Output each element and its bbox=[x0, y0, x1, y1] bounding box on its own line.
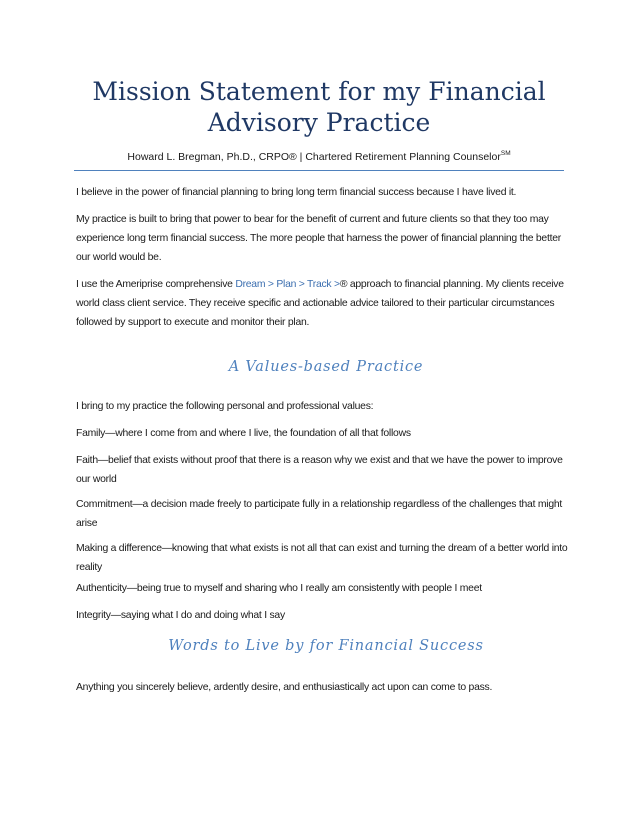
document-title bbox=[60, 76, 578, 138]
value-item-making-a-difference: Making a difference—knowing that what exists is not all that can exist and turning the dream of a better world into reality bbox=[76, 543, 568, 573]
title-divider bbox=[74, 170, 564, 171]
title-line-2: Advisory Practice bbox=[207, 108, 431, 137]
words-heading: Words to Live by for Financial Success bbox=[168, 638, 484, 654]
intro-paragraph-1: I believe in the power of financial planning to bring long term financial success because I have lived it. bbox=[76, 187, 517, 198]
intro-paragraph-2: My practice is built to bring that power to bear for the benefit of current and future clients so that they too may experience long term financial success. The more people that harness the power of financial planning the better our world would be. bbox=[76, 214, 561, 263]
ameriprise-text-before: I use the Ameriprise comprehensive bbox=[76, 279, 236, 290]
closing-quote: Anything you sincerely believe, ardently desire, and enthusiastically act upon can come to pass. bbox=[76, 682, 493, 693]
author-byline bbox=[60, 150, 578, 163]
values-intro: I bring to my practice the following personal and professional values: bbox=[76, 401, 374, 412]
title-line-1: Mission Statement for my Financial bbox=[92, 77, 546, 106]
value-item-integrity: Integrity—saying what I do and doing what I say bbox=[76, 610, 285, 621]
value-item-faith: Faith—belief that exists without proof that there is a reason why we exist and that we have the power to improve our world bbox=[76, 455, 563, 485]
byline-text: Howard L. Bregman, Ph.D., CRPO® | Chartered Retirement Planning Counselor bbox=[127, 151, 501, 163]
dream-plan-track-link[interactable]: Dream > Plan > Track > bbox=[235, 279, 340, 290]
value-item-authenticity: Authenticity—being true to myself and sharing who I really am consistently with people I meet bbox=[76, 583, 482, 594]
values-heading: A Values-based Practice bbox=[228, 359, 424, 375]
ameriprise-paragraph bbox=[76, 275, 576, 332]
ameriprise-text-after: ® approach to financial planning. My clients receive world class client service. They receive specific and actionable advice tailored to their particular circumstances followed by support to execute and monitor their plan. bbox=[76, 279, 564, 328]
value-item-commitment: Commitment—a decision made freely to participate fully in a relationship regardless of the challenges that might arise bbox=[76, 499, 563, 529]
value-item-family: Family—where I come from and where I live, the foundation of all that follows bbox=[76, 428, 411, 439]
service-mark: SM bbox=[500, 150, 511, 157]
